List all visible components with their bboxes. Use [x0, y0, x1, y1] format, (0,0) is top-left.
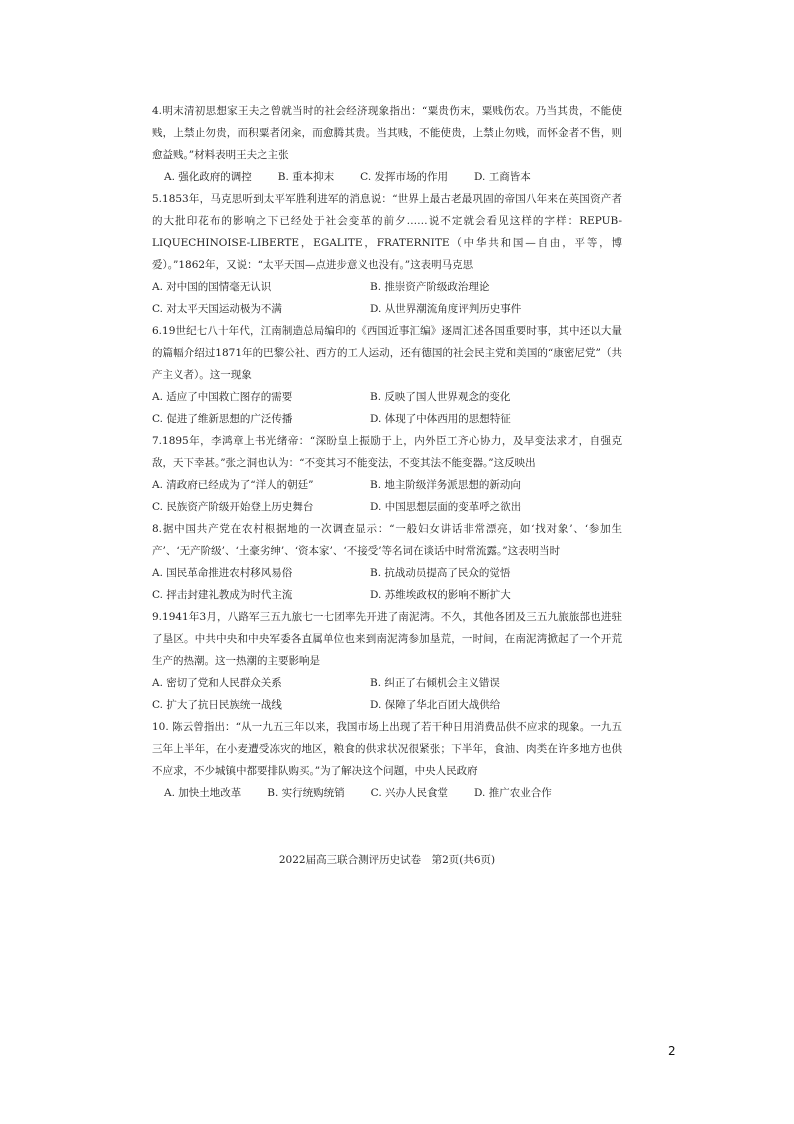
- option-b: B. 地主阶级洋务派思想的新动向: [370, 479, 521, 491]
- question-stem: 10. 陈云曾指出：“从一九五三年以来，我国市场上出现了若干种日用消费品供不应求的现象。一九五三年上半年，在小麦遭受冻灾的地区，粮食的供求状况很紧张；下半年，食油、肉类在许多地方也供不应求，不少城镇中都要排队购买。”为了解决这个问题，中央人民政府: [152, 721, 622, 777]
- question-10: [152, 716, 622, 804]
- question-stem: 8.据中国共产党在农村根据地的一次调查显示：“一般妇女讲话非常漂亮，如‘找对象’、‘参加生产’、‘无产阶级’、‘土豪劣绅’、‘资本家’、‘不接受’等名词在谈话中时常流露。”这表明当时: [152, 523, 622, 557]
- option-list: [152, 386, 622, 430]
- question-stem: 5.1853年，马克思听到太平军胜利进军的消息说：“世界上最古老最巩固的帝国八年来在英国资产者的大批印花布的影响之下已经处于社会变革的前夕……说不定就会看见这样的字样：REPUB-LIQUECHINOISE-LIBERTE，EGALITE，FRATERNITE（中华共和国—自由，平等，博爱）。”1862年，又说：“太平天国—点进步意义也没有。”这表明马克思: [152, 193, 622, 271]
- exam-page-content: [152, 100, 622, 804]
- option-b: B. 实行统购统销: [267, 787, 345, 799]
- question-stem: 7.1895年，李鸿章上书光绪帝：“深盼皇上振励于上，内外臣工齐心协力，及早变法求才，自强克敌，天下幸甚。”张之洞也认为：“不变其习不能变法，不变其法不能变器。”这反映出: [152, 435, 622, 469]
- option-d: D. 推广农业合作: [474, 787, 552, 799]
- option-b: B. 重本抑末: [277, 171, 335, 183]
- option-a: A. 对中国的国情毫无认识: [152, 281, 272, 293]
- option-list: [152, 474, 622, 518]
- option-d: D. 中国思想层面的变革呼之欲出: [370, 501, 522, 513]
- option-c: C. 促进了维新思想的广泛传播: [152, 413, 293, 425]
- option-d: D. 保障了华北百团大战供给: [370, 699, 501, 711]
- option-d: D. 从世界潮流角度评判历史事件: [370, 303, 522, 315]
- page-number: 2: [668, 1044, 676, 1058]
- option-d: D. 体现了中体西用的思想特征: [370, 413, 511, 425]
- option-a: A. 强化政府的调控: [164, 171, 252, 183]
- option-list: [152, 166, 622, 188]
- option-a: A. 加快土地改革: [164, 787, 242, 799]
- question-5: [152, 188, 622, 320]
- option-c: C. 民族资产阶级开始登上历史舞台: [152, 501, 314, 513]
- option-c: C. 对太平天国运动极为不满: [152, 303, 282, 315]
- option-c: C. 扩大了抗日民族统一战线: [152, 699, 282, 711]
- option-a: A. 密切了党和人民群众关系: [152, 677, 282, 689]
- option-b: B. 抗战动员提高了民众的觉悟: [370, 567, 511, 579]
- option-list: [152, 782, 622, 804]
- option-b: B. 推崇资产阶级政治理论: [370, 281, 490, 293]
- question-6: [152, 320, 622, 430]
- option-b: B. 反映了国人世界观念的变化: [370, 391, 511, 403]
- question-4: [152, 100, 622, 188]
- option-d: D. 苏维埃政权的影响不断扩大: [370, 589, 511, 601]
- question-7: [152, 430, 622, 518]
- option-c: C. 兴办人民食堂: [370, 787, 449, 799]
- option-list: [152, 276, 622, 320]
- option-list: [152, 562, 622, 606]
- question-stem: 4.明末清初思想家王夫之曾就当时的社会经济现象指出：“粟贵伤末，粟贱伤农。乃当其贵，不能使贱，上禁止勿贵，而积粟者闭籴，而愈腾其贵。当其贱，不能使贵，上禁止勿贱，而怀金者不售，则愈益贱。”材料表明王夫之主张: [152, 105, 622, 161]
- option-a: A. 适应了中国救亡图存的需要: [152, 391, 293, 403]
- option-list: [152, 672, 622, 716]
- question-8: [152, 518, 622, 606]
- option-a: A. 清政府已经成为了“洋人的朝廷”: [152, 479, 314, 491]
- page-footer: 2022届高三联合测评历史试卷 第2页(共6页): [278, 854, 496, 866]
- option-b: B. 纠正了右倾机会主义错误: [370, 677, 500, 689]
- option-c: C. 抨击封建礼教成为时代主流: [152, 589, 293, 601]
- question-stem: 9.1941年3月，八路军三五九旅七一七团率先开进了南泥湾。不久，其他各团及三五九旅旅部也进驻了垦区。中共中央和中央军委各直属单位也来到南泥湾参加垦荒，一时间，在南泥湾掀起了一个开荒生产的热潮。这一热潮的主要影响是: [152, 611, 622, 667]
- option-d: D. 工商皆本: [474, 171, 531, 183]
- option-a: A. 国民革命推进农村移风易俗: [152, 567, 293, 579]
- option-c: C. 发挥市场的作用: [360, 171, 449, 183]
- question-stem: 6.19世纪七八十年代，江南制造总局编印的《西国近事汇编》逐周汇述各国重要时事，其中还以大量的篇幅介绍过1871年的巴黎公社、西方的工人运动，还有德国的社会民主党和美国的“康密尼党”（共产主义者）。这一现象: [152, 325, 622, 381]
- question-9: [152, 606, 622, 716]
